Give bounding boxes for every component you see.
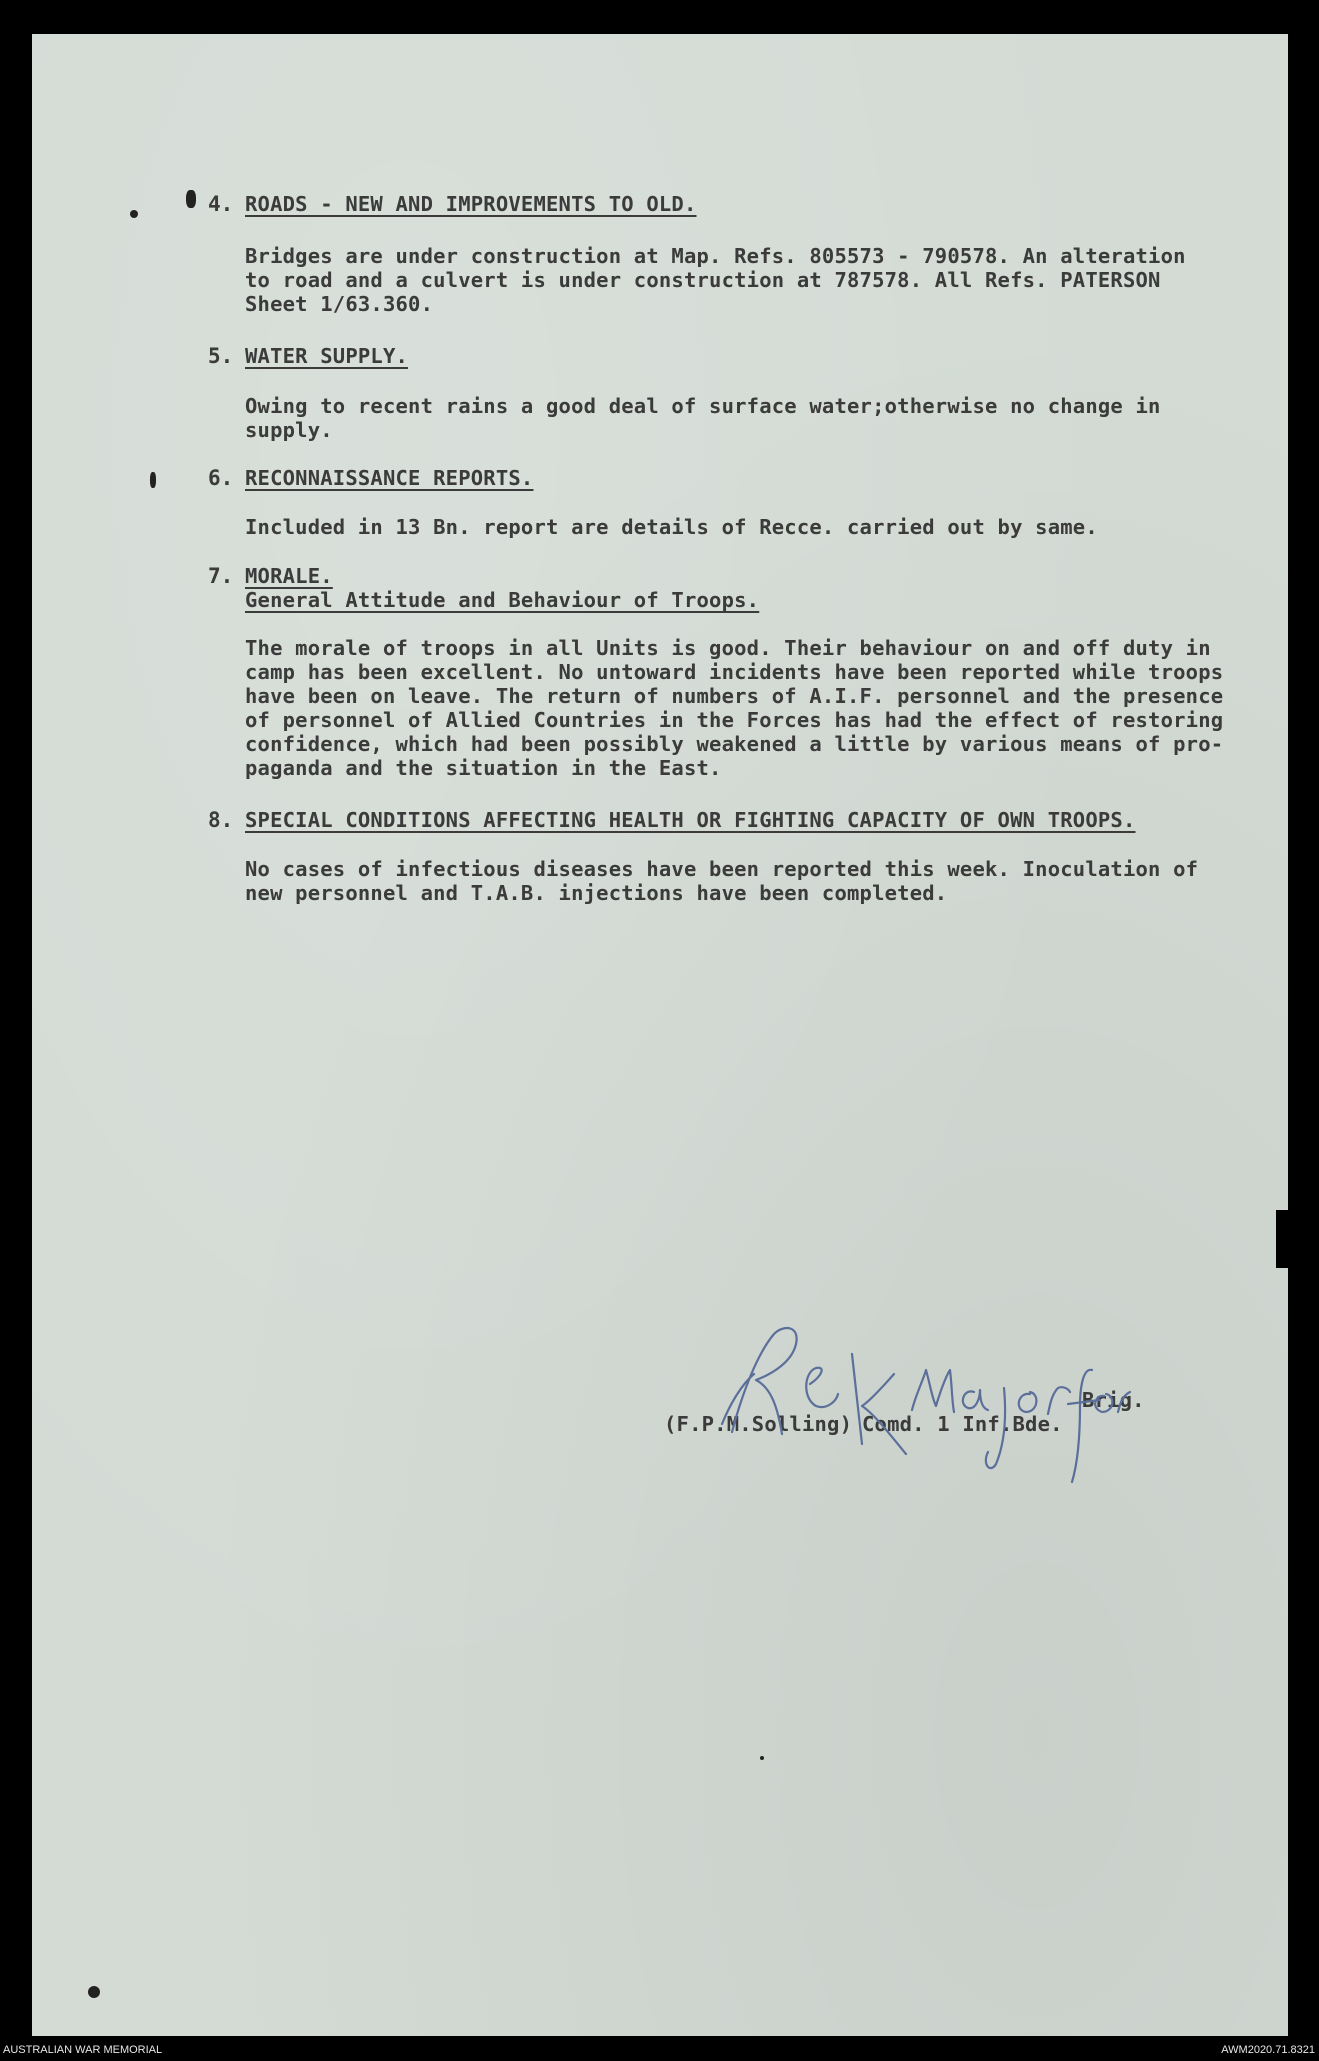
section-8-number: 8. [208, 808, 234, 832]
paper-notch [1276, 1210, 1290, 1268]
section-4-number: 4. [208, 192, 234, 216]
ink-speck [760, 1756, 764, 1760]
footer-institution: AUSTRALIAN WAR MEMORIAL [3, 2044, 163, 2056]
section-5-heading: WATER SUPPLY. [245, 344, 409, 368]
section-7-line-4: of personnel of Allied Countries in the Forces has had the effect of restoring [245, 708, 1224, 732]
signature-appointment: Comd. 1 Inf.Bde. [862, 1412, 1063, 1436]
footer-bar [0, 2038, 1319, 2061]
section-7-line-1: The morale of troops in all Units is good. Their behaviour on and off duty in [245, 636, 1211, 660]
section-8-line-2: new personnel and T.A.B. injections have been completed. [245, 881, 948, 905]
section-4-line-2: to road and a culvert is under construction at 787578. All Refs. PATERSON [245, 268, 1161, 292]
section-8-heading: SPECIAL CONDITIONS AFFECTING HEALTH OR FIGHTING CAPACITY OF OWN TROOPS. [245, 808, 1136, 832]
section-5-line-1: Owing to recent rains a good deal of surface water;otherwise no change in [245, 394, 1161, 418]
footer-accession-number: AWM2020.71.8321 [1221, 2044, 1315, 2056]
section-7-subheading: General Attitude and Behaviour of Troops. [245, 588, 760, 612]
signature-name: (F.P.M.Solling) [664, 1412, 853, 1436]
section-5-number: 5. [208, 344, 234, 368]
section-6-heading: RECONNAISSANCE REPORTS. [245, 466, 534, 490]
signature-rank: Brig. [1082, 1388, 1145, 1412]
section-8-line-1: No cases of infectious diseases have been reported this week. Inoculation of [245, 857, 1199, 881]
section-4-line-1: Bridges are under construction at Map. Refs. 805573 - 790578. An alteration [245, 244, 1186, 268]
ink-speck [186, 190, 196, 208]
section-5-line-2: supply. [245, 418, 333, 442]
section-4-line-3: Sheet 1/63.360. [245, 292, 434, 316]
section-4-heading: ROADS - NEW AND IMPROVEMENTS TO OLD. [245, 192, 697, 216]
section-6-line-1: Included in 13 Bn. report are details of Recce. carried out by same. [245, 515, 1098, 539]
ink-speck [150, 472, 156, 488]
section-7-line-2: camp has been excellent. No untoward incidents have been reported while troops [245, 660, 1224, 684]
section-7-line-3: have been on leave. The return of numbers of A.I.F. personnel and the presence [245, 684, 1224, 708]
section-7-line-6: paganda and the situation in the East. [245, 756, 722, 780]
section-6-number: 6. [208, 466, 234, 490]
section-7-number: 7. [208, 564, 234, 588]
ink-speck [130, 210, 138, 218]
ink-speck [88, 1986, 100, 1998]
document-page [32, 34, 1288, 2036]
handwritten-signature [712, 1314, 1132, 1494]
section-7-line-5: confidence, which had been possibly weakened a little by various means of pro- [245, 732, 1224, 756]
section-7-heading: MORALE. [245, 564, 333, 588]
